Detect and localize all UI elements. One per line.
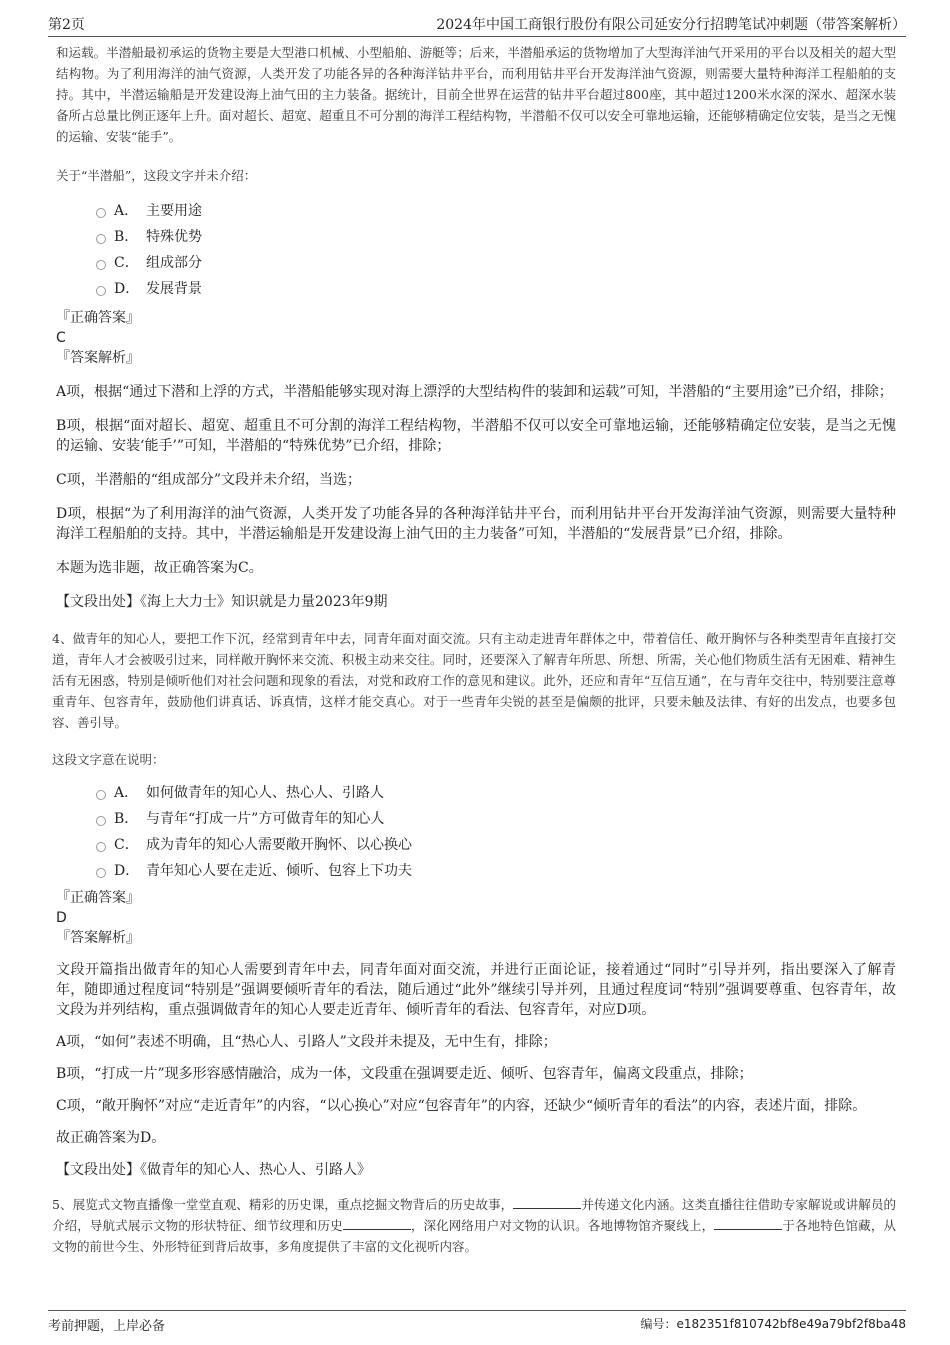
q4-passage: 4、做青年的知心人，要把工作下沉，经常到青年中去，同青年面对面交流。只有主动走进青年群体之中，带着信任、敞开胸怀与各种类型青年直接打交道，青年人才会被吸引过来，同样敞开胸怀来交流、积极主动来交往。同时，还要深入了解青年所思、所想、所需，关心他们物质生活有无困难、精神生活有无困惑，特别是倾听他们对社会问题和现象的看法，对党和政府工作的意见和建议。此外，还应和青年“互信互通”，在与青年交往中，特别要注意尊重青年、包容青年，鼓励他们讲真话、诉真情，这样才能交真心。对于一些青年尖锐的甚至是偏颇的批评，只要未触及法律、有好的出发点，也要多包容、善引导。	[52, 631, 896, 730]
q3-source: 【文段出处】《海上大力士》知识就是力量2023年9期	[56, 594, 388, 610]
page-footer	[48, 1310, 906, 1334]
radio-icon[interactable]	[96, 286, 106, 296]
q4-analysis-a: A项，“如何”表述不明确，且“热心人、引路人”文段并未提及，无中生有，排除；	[56, 1034, 557, 1050]
radio-icon[interactable]	[96, 208, 106, 218]
page-header	[48, 14, 906, 37]
page-content	[52, 42, 896, 1257]
radio-icon[interactable]	[96, 842, 106, 852]
q4-analysis-main: 文段开篇指出做青年的知心人需要到青年中去，同青年面对面交流，并进行正面论证，接着通过“同时”引导并列，指出要深入了解青年，随即通过程度词“特别是”强调要倾听青年的看法，随后通过“此外”继续引导并列，且通过程度词“特别”强调要尊重、包容青年，故文段为并列结构，重点强调做青年的知心人要走近青年、倾听青年的看法、包容青年，对应D项。	[56, 962, 896, 1018]
q4-answer-label: 『正确答案』	[56, 890, 140, 906]
radio-icon[interactable]	[96, 816, 106, 826]
page-number: 第2页	[48, 17, 85, 33]
q3-analysis-d: D项，根据“为了利用海洋的油气资源，人类开发了功能各异的各种海洋钻井平台，而利用钻井平台开发海洋油气资源，则需要大量特种海洋工程船舶的支持。其中，半潜运输船是开发建设海上油气田的主力装备”可知，半潜船的“发展背景”已介绍，排除。	[56, 506, 896, 542]
q3-analysis-a: A项，根据“通过下潜和上浮的方式，半潜船能够实现对海上漂浮的大型结构件的装卸和运载”可知，半潜船的“主要用途”已介绍，排除；	[56, 384, 893, 400]
q4-options	[96, 780, 896, 884]
q4-question: 这段文字意在说明：	[52, 752, 165, 767]
q3-passage: 和运载。半潜船最初承运的货物主要是大型港口机械、小型船舶、游艇等；后来，半潜船承运的货物增加了大型海洋油气开采用的平台以及相关的超大型结构物。为了利用海洋的油气资源，人类开发了功能各异的各种海洋钻井平台，而利用钻井平台开发海洋油气资源，则需要大量特种海洋工程船舶的支持。其中，半潜运输船是开发建设海上油气田的主力装备。据统计，目前全世界在运营的钻井平台超过800座，其中超过1200米水深的深水、超深水装备所占总量比例正逐年上升。面对超长、超宽、超重且不可分割的海洋工程结构物，半潜船不仅可以安全可靠地运输，还能够精确定位安装，是当之无愧的运输、安装“能手”。	[56, 45, 896, 144]
q3-option-d[interactable]: D． 发展背景	[96, 276, 896, 302]
radio-icon[interactable]	[96, 868, 106, 878]
radio-icon[interactable]	[96, 260, 106, 270]
fill-blank-1[interactable]	[513, 1196, 581, 1209]
q3-analysis	[56, 382, 896, 578]
q3-analysis-label: 『答案解析』	[56, 350, 140, 366]
q3-option-c[interactable]: C． 组成部分	[96, 250, 896, 276]
q4-source: 【文段出处】《做青年的知心人、热心人、引路人》	[56, 1162, 371, 1178]
q4-conclusion: 故正确答案为D。	[56, 1130, 166, 1146]
q4-analysis	[56, 960, 896, 1148]
fill-blank-3[interactable]	[714, 1217, 782, 1230]
q4-analysis-b: B项，“打成一片”现多形容感情融洽，成为一体，文段重在强调要走近、倾听、包容青年，偏离文段重点，排除；	[56, 1066, 753, 1082]
q3-option-a[interactable]: A． 主要用途	[96, 198, 896, 224]
document-id: 编号：e182351f810742bf8e49a79bf2f8ba48	[640, 1317, 906, 1331]
q4-answer: D	[56, 910, 67, 926]
q3-analysis-b: B项，根据“面对超长、超宽、超重且不可分割的海洋工程结构物，半潜船不仅可以安全可靠地运输，还能够精确定位安装，是当之无愧的运输、安装‘能手’”可知，半潜船的“特殊优势”已介绍，排除；	[56, 418, 896, 454]
q4-option-c[interactable]: C． 成为青年的知心人需要敞开胸怀、以心换心	[96, 832, 896, 858]
radio-icon[interactable]	[96, 790, 106, 800]
q4-analysis-c: C项，“敞开胸怀”对应“走近青年”的内容，“以心换心”对应“包容青年”的内容，还缺少“倾听青年的看法”的内容，表述片面，排除。	[56, 1098, 867, 1114]
q3-option-b[interactable]: B． 特殊优势	[96, 224, 896, 250]
radio-icon[interactable]	[96, 234, 106, 244]
q3-question: 关于“半潜船”，这段文字并未介绍：	[56, 168, 257, 183]
q3-conclusion: 本题为选非题，故正确答案为C。	[56, 560, 263, 576]
q3-answer-label: 『正确答案』	[56, 310, 140, 326]
q3-options	[96, 198, 896, 302]
q4-analysis-label: 『答案解析』	[56, 930, 140, 946]
q3-analysis-c: C项，半潜船的“组成部分”文段并未介绍，当选；	[56, 472, 362, 488]
q4-option-d[interactable]: D． 青年知心人要在走近、倾听、包容上下功夫	[96, 858, 896, 884]
footer-slogan: 考前押题，上岸必备	[48, 1319, 166, 1334]
fill-blank-2[interactable]	[343, 1217, 411, 1230]
q5-passage: 5、展览式文物直播像一堂堂直观、精彩的历史课，重点挖掘文物背后的历史故事， 并传递文化内涵。这类直播往往借助专家解说或讲解员的介绍，导航式展示文物的形状特征、细节纹理和历史 ，深化网络用户对文物的认识。各地博物馆齐聚线上， 于各地特色馆藏，从文物的前世今生、外形特征到背后故事，多角度提供了丰富的文化视听内容。	[52, 1197, 896, 1254]
q4-option-b[interactable]: B． 与青年“打成一片”方可做青年的知心人	[96, 806, 896, 832]
q3-answer: C	[56, 330, 66, 346]
document-title: 2024年中国工商银行股份有限公司延安分行招聘笔试冲刺题（带答案解析）	[436, 17, 906, 33]
q4-option-a[interactable]: A． 如何做青年的知心人、热心人、引路人	[96, 780, 896, 806]
